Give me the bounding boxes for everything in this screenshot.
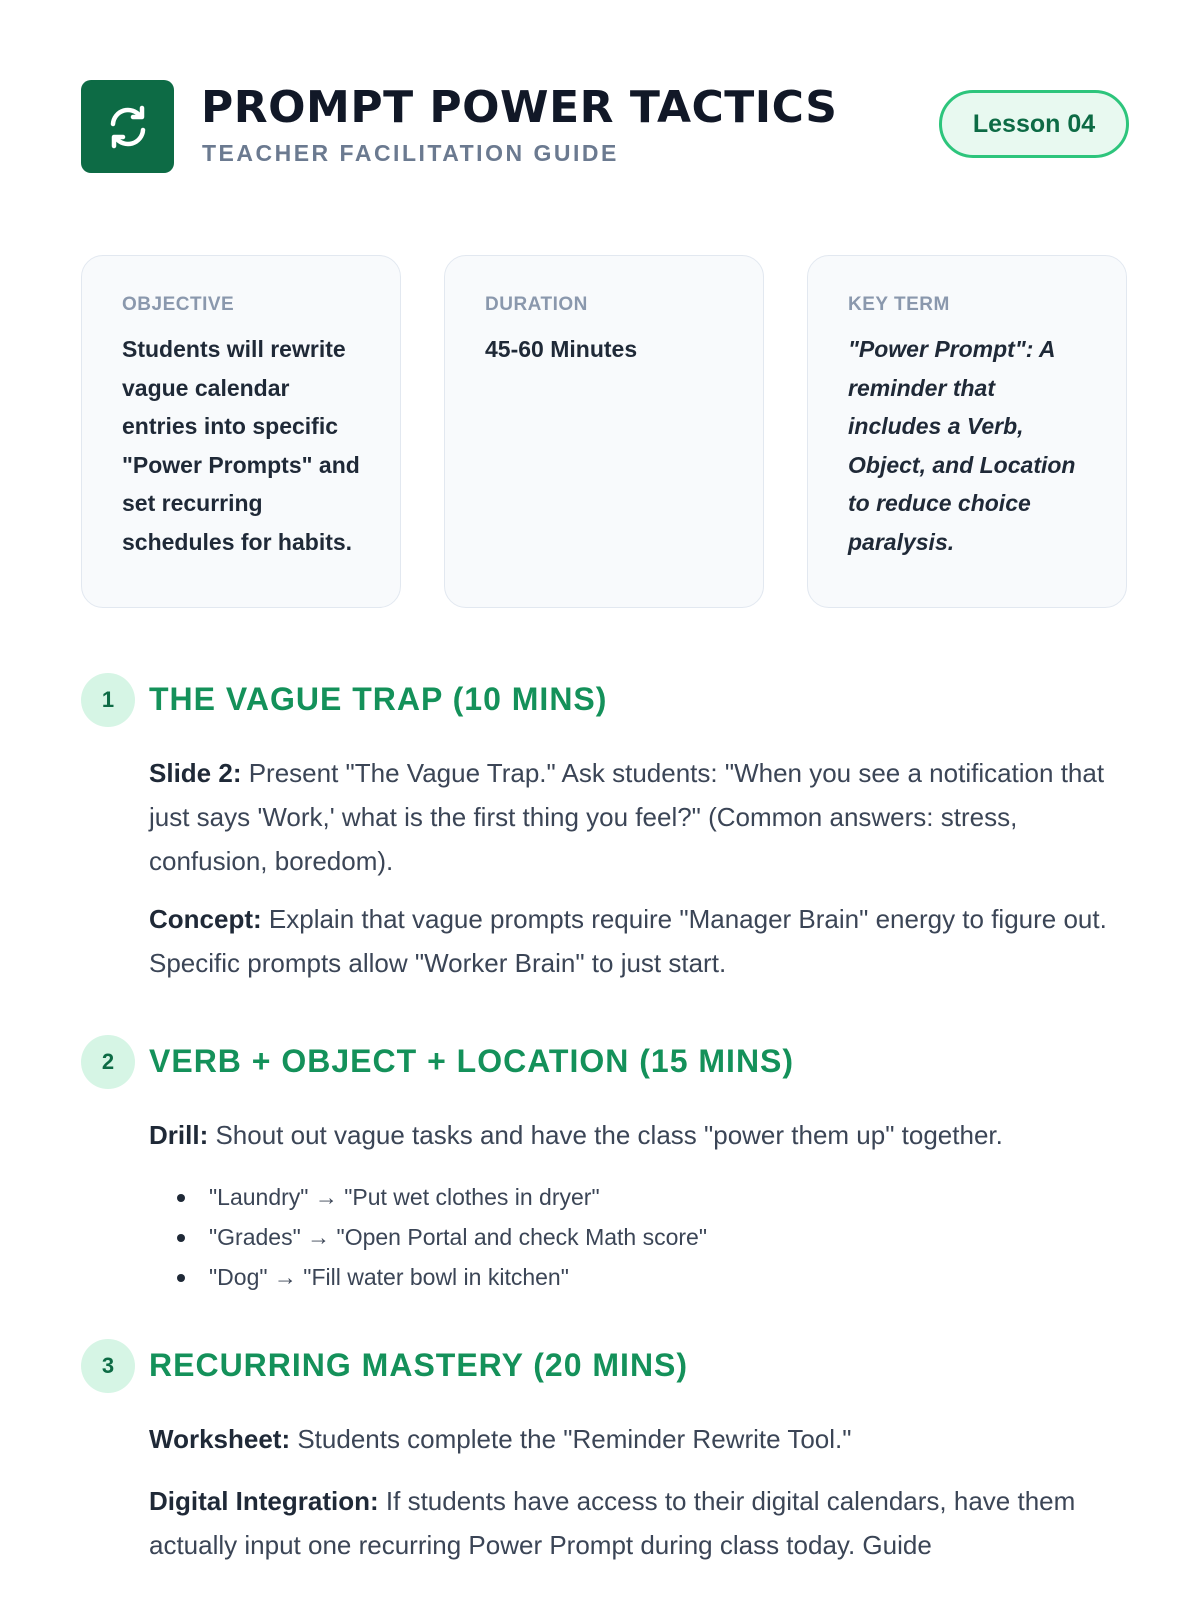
section-number: 3 xyxy=(81,1339,135,1393)
paragraph-lead: Concept: xyxy=(149,904,262,934)
example-list xyxy=(149,1177,707,1297)
section-paragraph xyxy=(149,1113,1119,1157)
paragraph-lead: Drill: xyxy=(149,1120,209,1150)
page-header xyxy=(81,80,1129,175)
objective-card xyxy=(81,255,401,608)
section-paragraph xyxy=(149,751,1119,883)
list-item: "Laundry" → "Put wet clothes in dryer" xyxy=(149,1177,707,1217)
section-title: RECURRING MASTERY (20 MINS) xyxy=(149,1347,689,1383)
paragraph-text: Present "The Vague Trap." Ask students: "When you see a notification that just says 'Work,' what is the first thing you feel?" (Common answers: stress, confusion, boredom). xyxy=(149,758,1105,876)
key-term-text: "Power Prompt": A reminder that includes a Verb, Object, and Location to reduce choice paralysis. xyxy=(848,336,1076,555)
duration-text: 45-60 Minutes xyxy=(485,336,638,362)
paragraph-text: If students have access to their digital calendars, have them actually input one recurring Power Prompt during class today. Guide xyxy=(149,1486,1076,1560)
section-number: 2 xyxy=(81,1035,135,1089)
section-title: THE VAGUE TRAP (10 MINS) xyxy=(149,681,608,717)
objective-text: Students will rewrite vague calendar entries into specific "Power Prompts" and set recurring schedules for habits. xyxy=(122,336,360,555)
key-term-card xyxy=(807,255,1127,608)
page-title: PROMPT POWER TACTICS xyxy=(201,82,838,133)
paragraph-text: Shout out vague tasks and have the class "power them up" together. xyxy=(208,1120,1003,1150)
duration-label: DURATION xyxy=(485,294,588,315)
page-subtitle: TEACHER FACILITATION GUIDE xyxy=(202,140,619,166)
key-term-label: KEY TERM xyxy=(848,294,950,315)
info-cards xyxy=(81,255,1129,608)
paragraph-text: Explain that vague prompts require "Manager Brain" energy to figure out. Specific prompts allow "Worker Brain" to just start. xyxy=(149,904,1107,978)
list-item: "Grades" → "Open Portal and check Math score" xyxy=(149,1217,707,1257)
paragraph-lead: Worksheet: xyxy=(149,1424,291,1454)
lesson-badge: Lesson 04 xyxy=(939,90,1129,158)
paragraph-lead: Slide 2: xyxy=(149,758,242,788)
objective-label: OBJECTIVE xyxy=(122,294,235,315)
section-paragraph xyxy=(149,1479,1119,1567)
section-paragraph xyxy=(149,897,1119,985)
paragraph-lead: Digital Integration: xyxy=(149,1486,379,1516)
section-number: 1 xyxy=(81,673,135,727)
refresh-cycle-icon xyxy=(81,80,174,173)
list-item: "Dog" → "Fill water bowl in kitchen" xyxy=(149,1257,707,1297)
duration-card xyxy=(444,255,764,608)
section-paragraph xyxy=(149,1417,1119,1461)
section-title: VERB + OBJECT + LOCATION (15 MINS) xyxy=(149,1043,795,1079)
paragraph-text: Students complete the "Reminder Rewrite Tool." xyxy=(290,1424,852,1454)
